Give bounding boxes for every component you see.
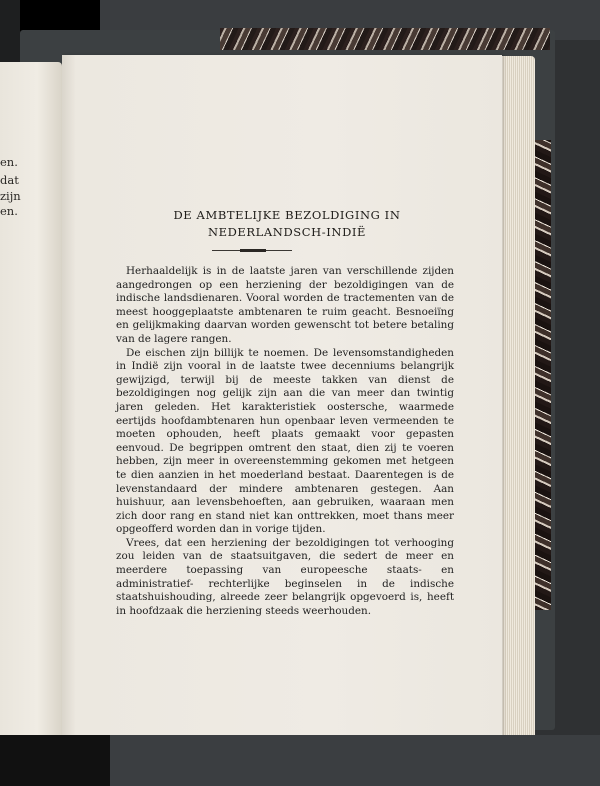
paragraph: De eischen zijn billijk te noemen. De levensomstandigheden in Indië zijn vooral in de laatste twee decenniums belangrijk gewijzigd, terwijl bij de meeste takken van dienst de bezoldigingen nog gelijk zijn aan die van meer dan twintig jaren geleden. Het karakteristiek oostersche, waarmede eertijds hoofdambtenaren hun openbaar leven vermeenden te moeten ophouden, heeft plaats gemaakt voor gepasten eenvoud. De begrippen omtrent den staat, dien zij te voeren hebben, zijn meer in overeenstemming gekomen met hetgeen te dien aanzien in het moederland bestaat. Daarentegen is de levenstandaard der mindere ambtenaren gestegen. Aan huishuur, aan levensbehoeften, aan gebruiken, waaraan men zich door rang en stand niet kan onttrekken, moet thans meer opgeofferd worden dan in vorige tijden. [116,346,454,536]
marbled-board-top [220,28,550,50]
left-page [0,62,62,742]
heading-rule-ornament [240,249,266,252]
heading-line-2: NEDERLANDSCH-INDIË [207,225,367,239]
left-page-fragment: dat [0,173,19,187]
body-text [116,265,454,618]
paragraph: Herhaaldelijk is in de laatste jaren van verschillende zijden aangedrongen op een herziening der bezoldigingen van de indische landsdienaren. Vooral worden de tractementen van de meest hooggeplaatste ambtenaren te ruim geacht. Besnoeiïng en gelijkmaking daarvan worden gewenscht tot betere betaling van de lagere rangen. [116,265,454,345]
heading-line-1: DE AMBTELIJKE BEZOLDIGING IN [173,208,401,222]
marbled-board-right [533,140,551,610]
left-page-fragment: zijn [0,189,21,203]
paragraph: Vrees, dat een herziening der bezoldigingen tot verhooging zou leiden van de staatsuitgaven, die sedert de meer en meerdere toepassing van europeesche staats- en administratief- rechterlijke beginselen in de indische staatshuishouding, alreede zeer belangrijk opgevoerd is, heeft in hoofdzaak die herziening steeds weerhouden. [116,536,454,617]
background-bottom [0,735,600,786]
left-page-fragment: en. [0,155,18,169]
left-page-fragment: en. [0,204,18,218]
right-page [62,55,502,745]
